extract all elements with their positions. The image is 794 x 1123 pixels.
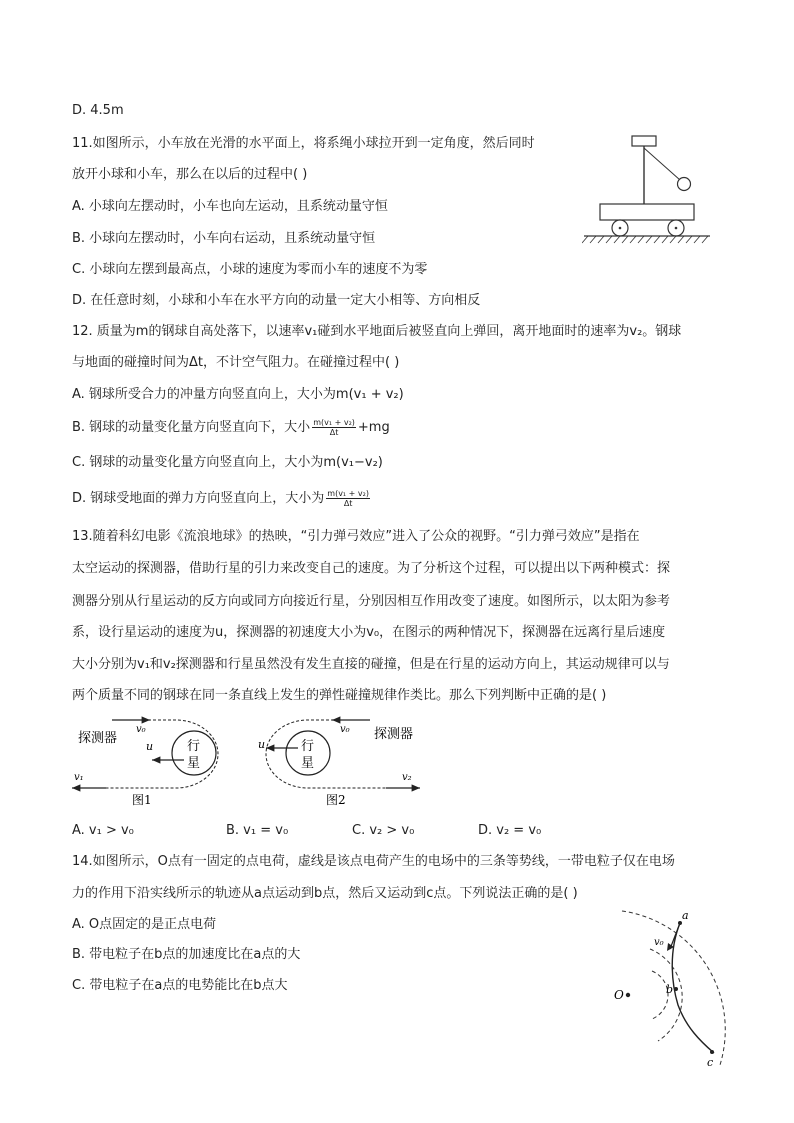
q13-stem-line3: 测器分别从行星运动的反方向或同方向接近行星，分别因相互作用改变了速度。如图所示，以太阳为参考	[72, 594, 671, 609]
q12-option-b-text: B. 钢球的动量变化量方向竖直向下，大小	[72, 420, 311, 435]
q12-option-c: C. 钢球的动量变化量方向竖直向上，大小为m(v₁−v₂)	[72, 455, 383, 470]
label-O: O	[614, 988, 624, 1002]
fig2-planet-top: 行	[301, 739, 315, 754]
label-b: b	[666, 983, 674, 996]
fraction-numerator: m(v₁ + v₂)	[327, 489, 369, 498]
pendulum-ball	[678, 178, 691, 191]
q14-option-b: B. 带电粒子在b点的加速度比在a点的大	[72, 947, 301, 962]
q13-stem-line6: 两个质量不同的钢球在同一条直线上发生的弹性碰撞规律作类比。那么下列判断中正确的是( )	[72, 688, 607, 703]
q13-option-b: B. v₁ = v₀	[226, 823, 289, 838]
q11-stem-line2: 放开小球和小车，那么在以后的过程中( )	[72, 167, 308, 182]
q11-option-b: B. 小球向左摆动时，小车向右运动，且系统动量守恒	[72, 231, 376, 246]
q14-option-c: C. 带电粒子在a点的电势能比在b点大	[72, 978, 288, 993]
q11-option-c: C. 小球向左摆到最高点，小球的速度为零而小车的速度不为零	[72, 262, 428, 277]
label-c: c	[707, 1056, 714, 1069]
q14-stem-line2: 力的作用下沿实线所示的轨迹从a点运动到b点，然后又运动到c点。下列说法正确的是( )	[72, 886, 578, 901]
q11-option-d: D. 在任意时刻，小球和小车在水平方向的动量一定大小相等、方向相反	[72, 293, 481, 308]
point-charge-O	[626, 993, 630, 997]
fig2-u-label: u	[258, 738, 266, 751]
fig1-planet-bottom: 星	[187, 756, 201, 771]
q12-option-a: A. 钢球所受合力的冲量方向竖直向上，大小为m(v₁ + v₂)	[72, 387, 404, 402]
q14-option-a: A. O点固定的是正点电荷	[72, 917, 217, 932]
label-v0: v₀	[654, 937, 664, 948]
fig1-u-label: u	[146, 740, 154, 753]
q11-option-a: A. 小球向左摆动时，小车也向左运动，且系统动量守恒	[72, 199, 388, 214]
q12-stem-line2: 与地面的碰撞时间为Δt，不计空气阻力。在碰撞过程中( )	[72, 355, 400, 370]
fig1-v1-label: v₁	[74, 772, 84, 783]
fig2-caption: 图2	[326, 793, 346, 807]
q10-option-d: D. 4.5m	[72, 103, 124, 118]
q13-figure-1	[66, 712, 236, 808]
v0-arrow	[670, 923, 680, 949]
fig2-planet-bottom: 星	[301, 756, 315, 771]
q13-option-d: D. v₂ = v₀	[478, 823, 542, 838]
fraction-numerator: m(v₁ + v₂)	[313, 418, 355, 427]
q12-option-d	[72, 489, 372, 508]
fig1-probe-label: 探测器	[78, 731, 118, 746]
fraction-denominator: Δt	[343, 499, 353, 508]
pendulum-top-block	[632, 136, 656, 146]
q12-option-b-fraction	[312, 418, 356, 437]
q13-stem-line1: 13.随着科幻电影《流浪地球》的热映，“引力弹弓效应”进入了公众的视野。“引力弹弓效应”是指在	[72, 529, 640, 544]
q12-option-b	[72, 418, 390, 437]
fig2-probe-label: 探测器	[374, 727, 414, 742]
q13-figure-2	[246, 712, 426, 808]
fig2-v0-label: v₀	[340, 724, 350, 735]
point-b	[674, 987, 678, 991]
q13-stem-line2: 太空运动的探测器，借助行星的引力来改变自己的速度。为了分析这个过程，可以提出以下两种模式：探	[72, 561, 671, 576]
q11-cart-pendulum-figure	[582, 130, 712, 250]
point-c	[710, 1050, 714, 1054]
q12-option-d-fraction	[326, 489, 370, 508]
q13-option-a: A. v₁ > v₀	[72, 823, 134, 838]
label-a: a	[682, 909, 689, 922]
fig1-v0-label: v₀	[136, 724, 146, 735]
pendulum-string	[644, 148, 680, 180]
q14-stem-line1: 14.如图所示，O点有一固定的点电荷，虚线是该点电荷产生的电场中的三条等势线，一带电粒子仅在电场	[72, 854, 675, 869]
q12-option-b-suffix: +mg	[357, 420, 390, 435]
fig1-planet-top: 行	[187, 739, 201, 754]
fraction-denominator: Δt	[329, 428, 339, 437]
q11-stem-line1: 11.如图所示，小车放在光滑的水平面上，将系绳小球拉开到一定角度，然后同时	[72, 136, 535, 151]
fig2-v2-label: v₂	[402, 772, 412, 783]
q12-stem-line1: 12. 质量为m的钢球自高处落下，以速率v₁碰到水平地面后被竖直向上弹回，离开地面时的速率为v₂。钢球	[72, 324, 682, 339]
q13-stem-line4: 系，设行星运动的速度为u，探测器的初速度大小为v₀，在图示的两种情况下，探测器在远离行星后速度	[72, 625, 666, 640]
q12-option-d-text: D. 钢球受地面的弹力方向竖直向上，大小为	[72, 491, 325, 506]
q13-stem-line5: 大小分别为v₁和v₂探测器和行星虽然没有发生直接的碰撞，但是在行星的运动方向上，其运动规律可以与	[72, 657, 670, 672]
particle-trajectory	[672, 923, 714, 1053]
cart-body	[600, 204, 694, 220]
q14-equipotential-figure	[612, 905, 762, 1070]
fig1-caption: 图1	[132, 793, 152, 807]
q13-option-c: C. v₂ > v₀	[352, 823, 415, 838]
